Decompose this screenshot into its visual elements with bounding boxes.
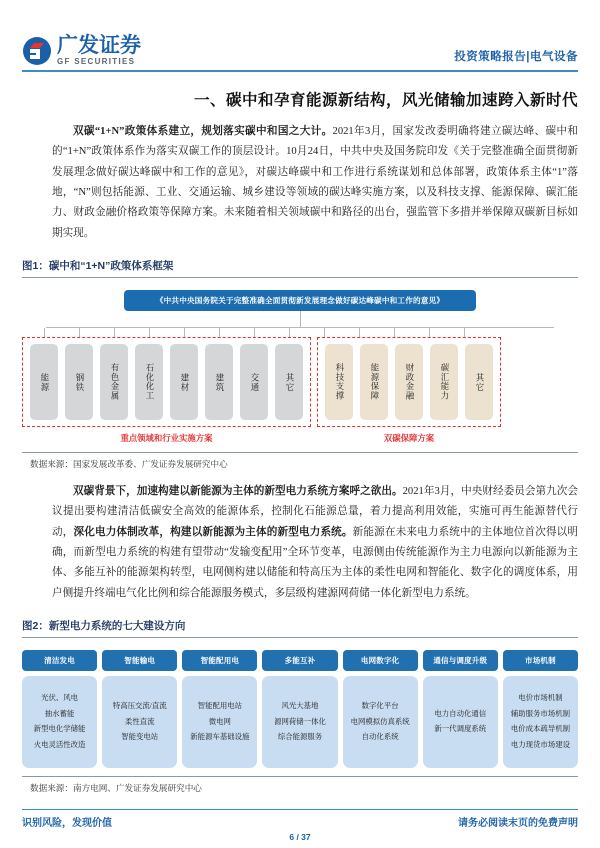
figure-1-left-box: 能源 [30, 344, 58, 420]
footer-slogan: 识别风险，发现价值 [22, 818, 112, 829]
footer-disclaimer[interactable]: 请务必阅读末页的免费声明 [458, 818, 578, 829]
figure-2-column-header: 智能配用电 [182, 650, 257, 671]
figure-2-column-header: 通信与调度升级 [423, 650, 498, 671]
figure-1-tick-slot [30, 328, 58, 337]
figure-2-column-header: 清洁发电 [22, 650, 97, 671]
figure-1-top-banner: 《中共中央国务院关于完整准确全面贯彻新发展理念做好碳达峰碳中和工作的意见》 [124, 290, 476, 311]
figure-2-column-body [22, 676, 97, 768]
paragraph-two [52, 482, 578, 604]
brand-name-en: GF SECURITIES [57, 57, 136, 66]
paragraph-one-body: 2021年3月，国家发改委明确将建立碳达峰、碳中和的“1+N”政策体系作为落实双碳工作的顶层设计。10月24日，中共中央及国务院印发《关于完整准确全面贯彻新发展理念做好碳达峰碳中和工作的意见》，对碳达峰碳中和工作进行系统谋划和总体部署，政策体系主体“1”落地，“N”则包括能源、工业、交通运输、城乡建设等领域的碳达峰实施方案，以及科技支撑、能源保障、碳汇能力、财政金融价格政策等保障方案。未来随着相关领域碳中和路径的出台，强监管下多措并举保障双碳新目标如期实现。 [52, 126, 579, 239]
figure-1-right-group-label: 双碳保障方案 [383, 433, 435, 443]
figure-1-source: 数据来源：国家发展改革委、广发证券发展研究中心 [22, 452, 578, 470]
figure-1-left-box: 石化化工 [135, 344, 163, 420]
figure-2-item: 电力现货市场建设 [510, 739, 570, 749]
figure-1-groups [22, 337, 578, 427]
page-header [22, 30, 578, 72]
figure-1-tick [394, 328, 395, 337]
figure-2-item: 特高压交流/直流 [112, 701, 167, 711]
figure-1-tick [219, 328, 220, 337]
figure-2-column [262, 650, 337, 768]
figure-1-tick [289, 328, 290, 337]
figure-1 [22, 258, 578, 470]
figure-1-left-group-label: 重点领域和行业实施方案 [120, 433, 213, 443]
figure-1-right-box: 科技支撑 [325, 344, 353, 420]
page-title: 一、碳中和孕育能源新结构，风光储输加速跨入新时代 [193, 92, 578, 109]
figure-1-tick-slot [450, 328, 478, 337]
figure-1-tick [429, 328, 430, 337]
figure-2-item: 柔性直流 [124, 716, 155, 726]
figure-2-item: 电力自动化通信 [434, 708, 487, 718]
figure-2-item: 数字化平台 [361, 701, 399, 711]
page-number: 6 / 37 [289, 832, 311, 842]
figure-1-right-group [317, 337, 501, 427]
figure-2-column-body [102, 676, 177, 768]
figure-1-tick-slot [170, 328, 198, 337]
figure-1-left-group [22, 337, 311, 427]
figure-1-tick-slot [240, 328, 268, 337]
figure-2-item: 自动化系统 [361, 732, 399, 742]
figure-2-item: 新能源车基础设施 [190, 732, 250, 742]
figure-1-tick [149, 328, 150, 337]
figure-1-tick [79, 328, 80, 337]
figure-1-tick-slot [275, 328, 303, 337]
brand-text [57, 35, 141, 66]
figure-2-column [423, 650, 498, 768]
figure-2-item: 电网模拟仿真系统 [350, 716, 410, 726]
figure-2-item: 辅助服务市场机制 [510, 708, 570, 718]
figure-2-item: 智能变电站 [121, 732, 159, 742]
paragraph-two-lead: 双碳背景下，加速构建以新能源为主体的新型电力系统方案呼之欲出。 [73, 485, 403, 497]
figure-2-column-body [343, 676, 418, 768]
figure-1-tick-slot [100, 328, 128, 337]
figure-2-column [22, 650, 97, 768]
brand-logo [22, 35, 141, 70]
figure-2-column-header: 智能输电 [102, 650, 177, 671]
figure-1-right-box: 碳汇能力 [430, 344, 458, 420]
paragraph-two-body-two: 新能源在未来电力系统中的主体地位首次得以明确，而新型电力系统的构建有望带动“发输变配用”全环节变革，电源侧由传统能源作为主力电源向以新能源为主体、多能互补的能源架构转型，电网侧构建以储能和特高压为主体的柔性电网和智能化、数字化的调度体系，用户侧提升终端电气化比例和综合能源服务模式，多层级构建源网荷储一体化新型电力系统。 [52, 526, 579, 599]
figure-1-tick-slot [65, 328, 93, 337]
footer-row [22, 810, 578, 829]
figure-2-column-body [182, 676, 257, 768]
paragraph-one [52, 122, 578, 244]
figure-1-left-box: 钢铁 [65, 344, 93, 420]
figure-2-item: 电价成本疏导机制 [510, 724, 570, 734]
figure-2-body [22, 638, 578, 772]
figure-2-item: 新型电化学储能 [33, 724, 86, 734]
figure-1-left-box: 建材 [170, 344, 198, 420]
figure-2-item: 源网荷储一体化 [274, 716, 326, 726]
figure-2-item: 微电网 [208, 716, 231, 726]
figure-1-tick [359, 328, 360, 337]
figure-2-column-body [423, 676, 498, 768]
document-page [0, 30, 600, 848]
figure-2-item: 新一代调度系统 [434, 724, 487, 734]
page-footer [22, 809, 578, 843]
paragraph-two-body-one: 2021年3月，中央财经委员会第九次会议提出要构建清洁低碳安全高效的能源体系，控制化石能源总量，着力提高利用效能，实施可再生能源替代行动， [52, 485, 579, 538]
figure-1-tick [114, 328, 115, 337]
figure-2-column-header: 电网数字化 [343, 650, 418, 671]
figure-1-right-box: 其它 [465, 344, 493, 420]
gf-securities-logo-icon [22, 36, 52, 66]
figure-1-connector-ticks [22, 328, 578, 337]
figure-1-tick [324, 328, 325, 337]
figure-2-item: 综合能源服务 [277, 732, 323, 742]
figure-2-item: 抽水蓄能 [44, 708, 75, 718]
figure-2-column-header: 多能互补 [262, 650, 337, 671]
figure-1-body [22, 278, 578, 448]
figure-1-left-box: 建筑 [205, 344, 233, 420]
figure-2-column [182, 650, 257, 768]
figure-1-tick [254, 328, 255, 337]
figure-2-columns [22, 650, 578, 768]
figure-1-caption: 图1：碳中和“1+N”政策体系框架 [22, 258, 578, 278]
figure-1-tick [464, 328, 465, 337]
figure-1-right-box: 财政金融 [395, 344, 423, 420]
figure-2-column-body [262, 676, 337, 768]
figure-2-item: 光伏、风电 [41, 693, 79, 703]
figure-1-tick [44, 328, 45, 337]
figure-1-left-box: 其它 [275, 344, 303, 420]
figure-2-column-body [503, 676, 578, 768]
figure-2-column [343, 650, 418, 768]
figure-1-group-labels [22, 432, 578, 444]
figure-2-item: 智能配用电站 [197, 701, 243, 711]
figure-1-tick-slot [135, 328, 163, 337]
figure-1-tick-slot [345, 328, 373, 337]
figure-1-tick [184, 328, 185, 337]
figure-1-connector-stem [300, 311, 301, 327]
figure-1-left-box: 交通 [240, 344, 268, 420]
figure-1-right-boxes [325, 344, 493, 420]
brand-name-cn: 广发证券 [57, 34, 141, 57]
figure-1-tick-slot [205, 328, 233, 337]
figure-1-right-box: 能源保障 [360, 344, 388, 420]
figure-1-tick-slot [415, 328, 443, 337]
report-category-label: 投资策略报告|电气设备 [454, 51, 578, 63]
figure-2-item: 火电灵活性改造 [33, 739, 86, 749]
paragraph-two-bold-two: 深化电力体制改革，构建以新能源为主体的新型电力系统。 [73, 526, 353, 538]
figure-1-tick-slot [380, 328, 408, 337]
figure-2 [22, 618, 578, 794]
figure-1-left-box: 有色金属 [100, 344, 128, 420]
figure-2-column [503, 650, 578, 768]
figure-2-column-header: 市场机制 [503, 650, 578, 671]
figure-2-source: 数据来源：南方电网、广发证券发展研究中心 [22, 776, 578, 794]
figure-1-tick-slot [310, 328, 338, 337]
figure-2-item: 电价市场机制 [518, 693, 563, 703]
figure-2-column [102, 650, 177, 768]
figure-2-caption: 图2：新型电力系统的七大建设方向 [22, 618, 578, 638]
figure-1-left-boxes [30, 344, 303, 420]
paragraph-one-lead: 双碳“1+N”政策体系建立，规划落实碳中和国之大计。 [73, 126, 333, 137]
figure-2-item: 风光大基地 [281, 701, 319, 711]
